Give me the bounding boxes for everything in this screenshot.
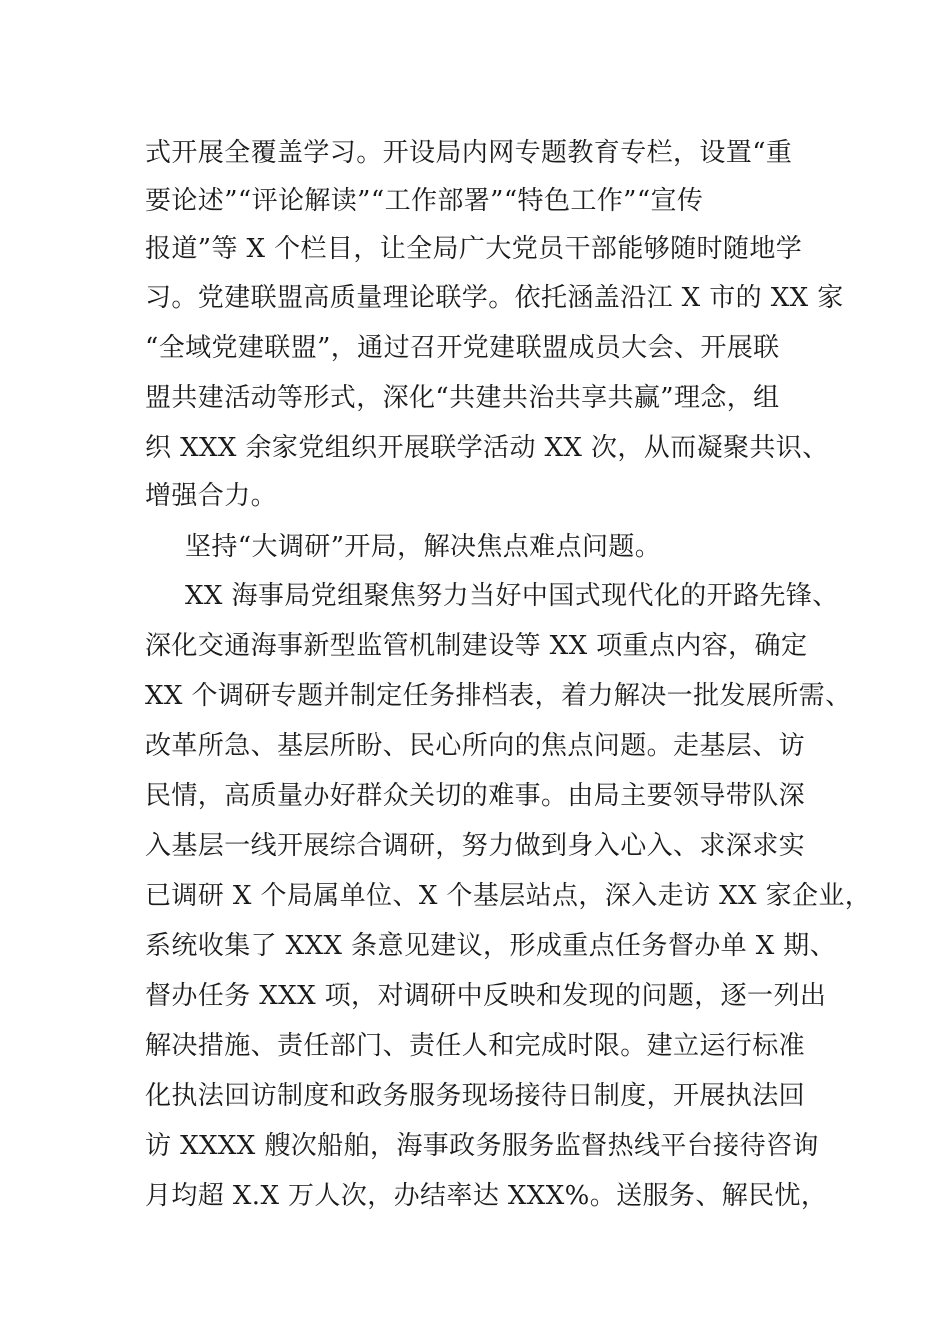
text-line-21: 访 XXXX 艘次船舶，海事政务服务监督热线平台接待咨询 [145,1131,819,1161]
text-line-17: 系统收集了 XXX 条意见建议，形成重点任务督办单 X 期、 [145,931,837,961]
text-line-18: 督办任务 XXX 项，对调研中反映和发现的问题，逐一列出 [145,981,827,1011]
text-line-15: 入基层一线开展综合调研，努力做到身入心入、求深求实 [145,831,806,861]
text-line-16: 已调研 X 个局属单位、X 个基层站点，深入走访 XX 家企业， [145,881,872,911]
text-line-20: 化执法回访制度和政务服务现场接待日制度，开展执法回 [145,1081,806,1111]
text-line-8: 增强合力。 [145,481,278,511]
text-line-13: 改革所急、基层所盼、民心所向的焦点问题。走基层、访 [145,731,806,761]
text-line-7: 织 XXX 余家党组织开展联学活动 XX 次，从而凝聚共识、 [145,433,829,463]
text-line-19: 解决措施、责任部门、责任人和完成时限。建立运行标准 [145,1031,806,1061]
text-line-22: 月均超 X.X 万人次，办结率达 XXX%。送服务、解民忧， [145,1181,828,1211]
text-line-10: XX 海事局党组聚焦努力当好中国式现代化的开路先锋、 [185,581,839,611]
text-line-3: 报道”等 X 个栏目，让全局广大党员干部能够随时随地学 [145,234,803,264]
text-line-1: 式开展全覆盖学习。开设局内网专题教育专栏，设置“重 [145,138,793,168]
text-line-14: 民情，高质量办好群众关切的难事。由局主要领导带队深 [145,781,806,811]
text-line-5: “全域党建联盟”，通过召开党建联盟成员大会、开展联 [145,333,780,363]
text-line-12: XX 个调研专题并制定任务排档表，着力解决一批发展所需、 [145,681,852,711]
text-line-2: 要论述”“评论解读”“工作部署”“特色工作”“宣传 [145,186,704,216]
text-line-11: 深化交通海事新型监管机制建设等 XX 项重点内容，确定 [145,631,808,661]
text-line-4: 习。党建联盟高质量理论联学。依托涵盖沿江 X 市的 XX 家 [145,283,844,313]
section-heading: 坚持“大调研”开局，解决焦点难点问题。 [185,532,662,562]
text-line-6: 盟共建活动等形式，深化“共建共治共享共赢”理念，组 [145,383,780,413]
